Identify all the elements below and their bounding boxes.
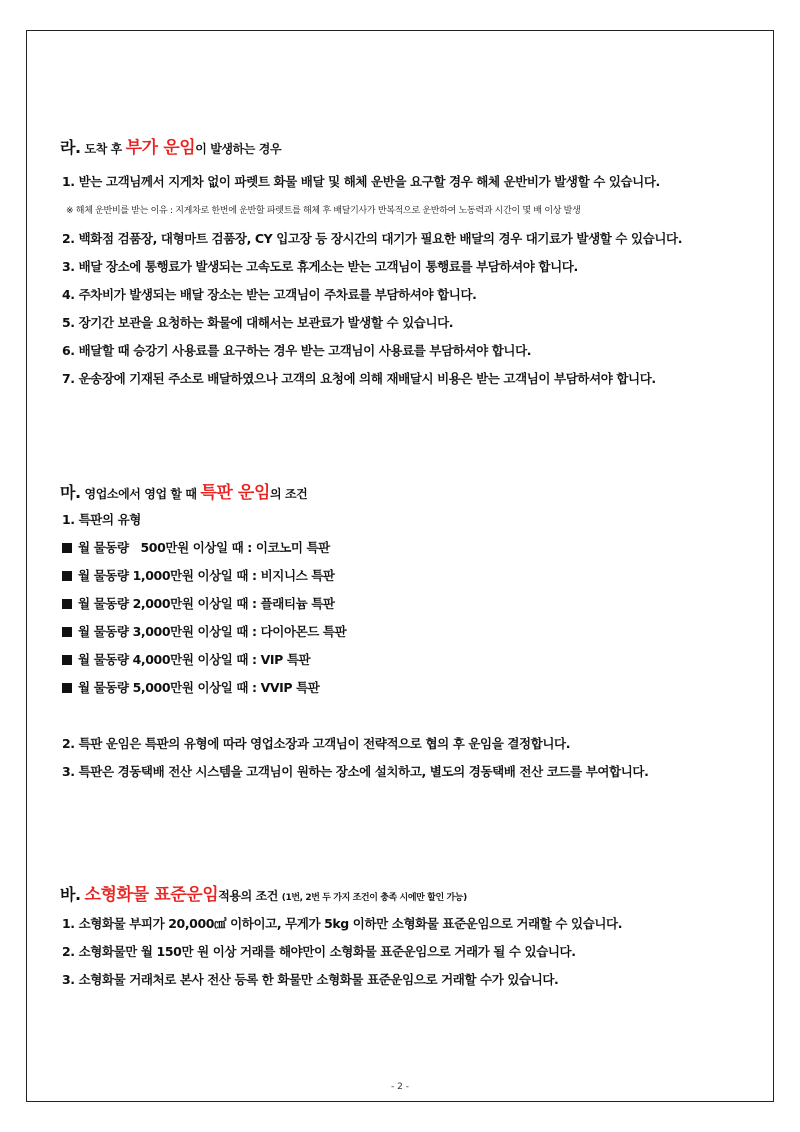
list-item	[62, 622, 346, 640]
section-ma-item: 2. 특판 운임은 특판의 유형에 따라 영업소장과 고객님이 전략적으로 협의 후 운임을 결정합니다.	[62, 736, 571, 751]
bullet-text: 월 물동량 500만원 이상일 때 : 이코노미 특판	[78, 540, 330, 555]
section-ba-heading-after: 적용의 조건	[218, 889, 278, 903]
section-ba-item: 2. 소형화물만 월 150만 원 이상 거래를 해야만이 소형화물 표준운임으로 거래가 될 수 있습니다.	[62, 944, 576, 959]
square-bullet-icon	[62, 655, 72, 665]
square-bullet-icon	[62, 599, 72, 609]
square-bullet-icon	[62, 683, 72, 693]
list-item	[62, 538, 330, 556]
section-ma-subtitle: 1. 특판의 유형	[62, 512, 141, 527]
list-item	[62, 678, 319, 696]
section-ra-item: 5. 장기간 보관을 요청하는 화물에 대해서는 보관료가 발생할 수 있습니다.	[62, 315, 454, 330]
square-bullet-icon	[62, 627, 72, 637]
list-item	[62, 594, 335, 612]
section-ma-item: 3. 특판은 경동택배 전산 시스템을 고객님이 원하는 장소에 설치하고, 별도의 경동택배 전산 코드를 부여합니다.	[62, 764, 649, 779]
section-ra-item: 6. 배달할 때 승강기 사용료를 요구하는 경우 받는 고객님이 사용료를 부담하셔야 합니다.	[62, 343, 532, 358]
bullet-text: 월 물동량 4,000만원 이상일 때 : VIP 특판	[78, 652, 311, 667]
section-ba-letter: 바.	[60, 885, 81, 904]
section-ra-item: 7. 운송장에 기재된 주소로 배달하였으나 고객의 요청에 의해 재배달시 비용은 받는 고객님이 부담하셔야 합니다.	[62, 371, 656, 386]
section-ra-item: 3. 배달 장소에 통행료가 발생되는 고속도로 휴게소는 받는 고객님이 통행료를 부담하셔야 합니다.	[62, 259, 578, 274]
section-ra-heading-before: 도착 후	[84, 142, 126, 156]
section-ba-condition-note: (1번, 2번 두 가지 조건이 충족 시에만 할인 가능)	[281, 893, 467, 903]
section-ra-emphasis: 부가 운임	[125, 138, 196, 158]
page-number: - 2 -	[391, 1082, 409, 1092]
section-ba-emphasis: 소형화물 표준운임	[84, 885, 219, 905]
section-ma-letter: 마.	[60, 483, 81, 502]
section-ra-heading	[60, 133, 281, 158]
section-ra-letter: 라.	[60, 138, 81, 157]
section-ma-emphasis: 특판 운임	[200, 483, 270, 503]
section-ba-heading	[60, 880, 467, 905]
bullet-text: 월 물동량 5,000만원 이상일 때 : VVIP 특판	[78, 680, 320, 695]
section-ma-heading	[60, 478, 307, 503]
bullet-text: 월 물동량 2,000만원 이상일 때 : 플래티늄 특판	[78, 596, 335, 611]
list-item	[62, 566, 335, 584]
section-ba-item: 1. 소형화물 부피가 20,000㎤ 이하이고, 무게가 5kg 이하만 소형화물 표준운임으로 거래할 수 있습니다.	[62, 916, 623, 931]
section-ba-item: 3. 소형화물 거래처로 본사 전산 등록 한 화물만 소형화물 표준운임으로 거래할 수가 있습니다.	[62, 972, 559, 987]
square-bullet-icon	[62, 543, 72, 553]
section-ra-heading-after: 이 발생하는 경우	[195, 142, 282, 156]
section-ma-heading-after: 의 조건	[269, 487, 308, 501]
bullet-text: 월 물동량 3,000만원 이상일 때 : 다이아몬드 특판	[78, 624, 347, 639]
section-ra-item: 4. 주차비가 발생되는 배달 장소는 받는 고객님이 주차료를 부담하셔야 합니다.	[62, 287, 477, 302]
list-item	[62, 650, 310, 668]
section-ra-item: 2. 백화점 검품장, 대형마트 검품장, CY 입고장 등 장시간의 대기가 필요한 배달의 경우 대기료가 발생할 수 있습니다.	[62, 231, 683, 246]
bullet-text: 월 물동량 1,000만원 이상일 때 : 비지니스 특판	[78, 568, 335, 583]
section-ma-heading-before: 영업소에서 영업 할 때	[84, 487, 201, 501]
section-ra-item: 1. 받는 고객님께서 지게차 없이 파렛트 화물 배달 및 해체 운반을 요구할 경우 해체 운반비가 발생할 수 있습니다.	[62, 174, 660, 189]
section-ra-note: ※ 해체 운반비를 받는 이유 : 지게차로 한번에 운반할 파렛트를 해체 후 배달기사가 반복적으로 운반하여 노동력과 시간이 몇 배 이상 발생	[66, 206, 581, 216]
square-bullet-icon	[62, 571, 72, 581]
